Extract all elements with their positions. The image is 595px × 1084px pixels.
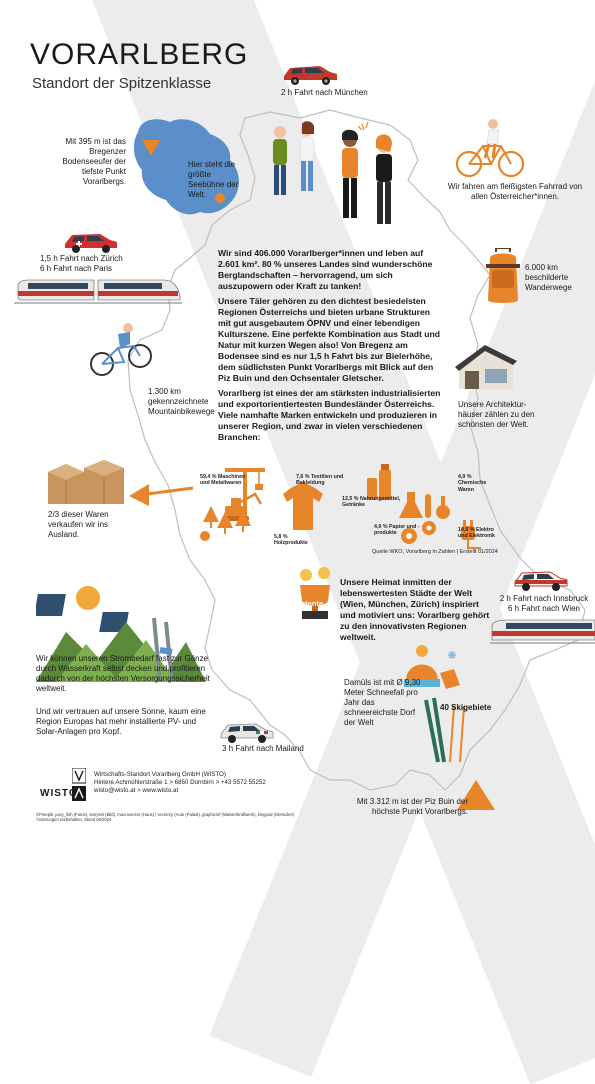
mtb-text: 1.300 km gekennzeichnete Mountainbikewege xyxy=(148,387,215,416)
mountain-biker-illustration xyxy=(88,322,154,378)
footer-address: Hintere Achmühlerstraße 1 > 6850 Dornbirn > +43 5572 55252 xyxy=(94,779,266,786)
credits-line: Änderungen vorbehalten, Stand 06/2024 xyxy=(36,817,112,823)
industry-source: Quelle WKO, Vorarlberg in Zahlen | Erstellt 01/2024 xyxy=(372,549,498,555)
footer-web-link[interactable]: wisto@wisto.at > www.wisto.at xyxy=(94,787,179,794)
car-innsbruck-icon xyxy=(512,566,570,592)
industry-wood-label: 5,8 % Holzprodukte xyxy=(274,534,308,547)
zurich-paris-text: 1,5 h Fahrt nach Zürich 6 h Fahrt nach Paris xyxy=(40,254,123,273)
munich-text: 2 h Fahrt nach München xyxy=(281,88,368,97)
house-icon xyxy=(455,343,517,393)
page-title: VORARLBERG xyxy=(30,38,249,71)
credits-line: ©Freepik: juicy_fish (Fotos), storyset (Bild), macrovector (Haus) | vectorzy (Auto (Palast), graphicsrf (Wasserkraftwerk), kingpod (Gletscher) xyxy=(36,812,295,817)
arrow-icon xyxy=(125,476,195,516)
car-munich-icon xyxy=(280,60,340,86)
architecture-text: Unsere Architektur-häuser zählen zu den schönsten der Welt. xyxy=(458,400,535,429)
car-zurich-icon xyxy=(62,228,120,254)
industry-paragraph: Vorarlberg ist eines der am stärksten industrialisierten und exportorientiertesten Bundesländer Österreichs. Viele namhafte Marken entwickeln und produzieren in unserer Region, und zwar in vielen verschiedenen Branchen: xyxy=(218,388,441,442)
innsbruck-vienna-text: 2 h Fahrt nach Innsbruck 6 h Fahrt nach Wien xyxy=(499,594,589,613)
industry-chemicals-label: 4,9 % Chemische Waren xyxy=(458,474,487,493)
wisto-logo-text: WISTO xyxy=(40,788,78,799)
car-milan-icon xyxy=(218,718,276,744)
milan-text: 3 h Fahrt nach Mailand xyxy=(222,744,304,753)
train-illustration xyxy=(14,276,182,306)
bike-text: Wir fahren am fleißigsten Fahrrad von allen Österreicher*innen. xyxy=(447,182,583,201)
ski-areas-text: 40 Skigebiete xyxy=(440,703,492,712)
industry-electro-label: 14,9 % Elektro und Elektronik xyxy=(458,527,495,540)
backpack-icon xyxy=(482,248,524,306)
regions-paragraph: Unsere Täler gehören zu den dichtest besiedelsten Regionen Österreichs und bieten urbane Strukturen mit gut ausgebautem ÖPNV und einer lebendigen Kulturszene. Eine perfekte Kombination aus Stadt und Natur mit kurzen Wegen also! Von Bregenz am Bodensee sind es nur 1,5 h Fahrt bis zur Bielerhöhe, dem südlichsten Punkt Vorarlbergs mit Blick auf den Piz Buin und den Ochsentaler Gletscher. xyxy=(218,296,441,383)
heimat-text: Unsere Heimat inmitten der lebenswertesten Städte der Welt (Wien, München, Zürich) inspiriert und motiviert uns: Vorarlberg gehört zu den innovativsten Regionen weltweit. xyxy=(340,577,490,642)
food-drinks-icon xyxy=(367,464,391,500)
lake-lowest-point-text: Mit 395 m ist das Bregenzer Bodenseeufer der tiefste Punkt Vorarlbergs. xyxy=(62,137,126,186)
hiking-text: 6.000 km beschilderte Wanderwege xyxy=(525,263,572,292)
footer-company: Wirtschafts-Standort Vorarlberg GmbH (WISTO) xyxy=(94,771,226,778)
export-boxes-icon xyxy=(46,458,126,506)
lake-stage-text: Hier steht die größte Seebühne der Welt. xyxy=(188,160,239,199)
patents-label: Patente xyxy=(296,599,324,608)
solar-energy-text: Und wir vertrauen auf unsere Sonne, kaum eine Region Europas hat mehr installierte PV- und Solar-Anlagen pro Kopf. xyxy=(36,707,206,736)
cyclist-illustration xyxy=(455,118,525,180)
footer-contact xyxy=(94,771,324,795)
people-group-illustration xyxy=(262,118,412,236)
train-right-illustration xyxy=(490,616,595,646)
footer-credits xyxy=(36,812,326,822)
chemicals-icon xyxy=(399,492,450,519)
patents-trophy-icon xyxy=(290,563,340,621)
snow-text: Damüls ist mit Ø 9,30 Meter Schneefall pro Jahr das schneereichste Dorf der Welt xyxy=(344,678,421,727)
industry-textiles-label: 7,6 % Textilien und Bekleidung xyxy=(296,474,344,487)
intro-paragraph: Wir sind 406.000 Vorarlberger*innen und leben auf 2.601 km². 80 % unseres Landes sind wunderschöne Berglandschaften – hervorragend, um sich auszupowern oder Kraft zu tanken! xyxy=(218,248,433,291)
industry-food-label: 12,5 % Nahrungsmittel, Getränke xyxy=(342,496,401,509)
hydro-energy-text: Wir können unseren Strombedarf fast zur Gänze durch Wasserkraft selbst decken und profitieren dadurch von der höchsten Versorgungssicherheit weltweit. xyxy=(36,654,210,693)
main-text xyxy=(218,248,444,447)
page-subtitle: Standort der Spitzenklasse xyxy=(32,75,212,92)
industry-paper-label: 4,9 % Papier und -produkte xyxy=(374,524,420,537)
tshirt-icon xyxy=(283,482,323,530)
piz-buin-text: Mit 3.312 m ist der Piz Buin der höchste Punkt Vorarlbergs. xyxy=(356,797,468,816)
industry-machines-label: 59,4 % Maschinen und Metallwaren xyxy=(200,474,246,487)
export-text: 2/3 dieser Waren verkaufen wir ins Ausland. xyxy=(48,510,109,539)
